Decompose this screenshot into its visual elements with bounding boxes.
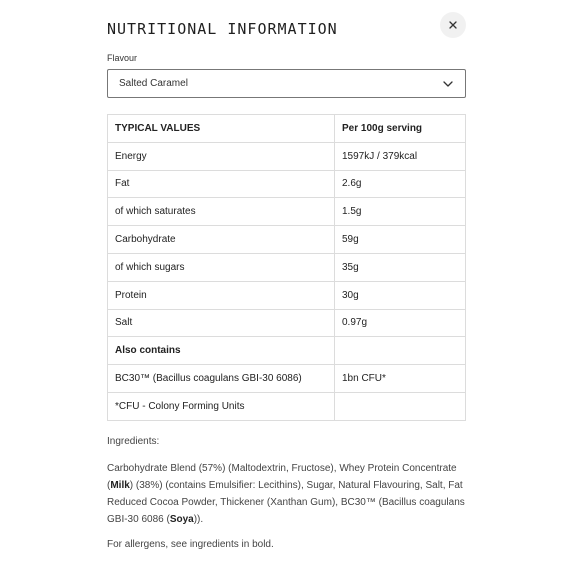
column-header-typical-values: TYPICAL VALUES [108,115,335,143]
flavour-selected-value: Salted Caramel [119,78,188,89]
table-row [108,253,466,281]
nutrient-value: 0.97g [335,309,466,337]
table-row [108,392,466,420]
nutrition-table-body [108,142,466,420]
ingredients-text [107,460,469,528]
modal-header [107,0,466,50]
ingredients-segment: ) (38%) (contains Emulsifier: Lecithins), Sugar, Natural Flavouring, Salt, Fat Reduced Cocoa Powder, Thickener (Xanthan Gum), BC30™ (Bacillus coagulans GBI-30 6086 ( [107,480,465,525]
allergen-highlight: Soya [169,514,194,525]
table-row [108,142,466,170]
nutrient-value: 35g [335,253,466,281]
nutrient-name: Salt [108,309,335,337]
nutrient-value: 1bn CFU* [335,365,466,393]
table-row [108,309,466,337]
table-row [108,198,466,226]
nutrient-name: of which saturates [108,198,335,226]
table-row [108,170,466,198]
flavour-select[interactable] [107,69,466,98]
nutrient-value: 1597kJ / 379kcal [335,142,466,170]
nutrient-name: Carbohydrate [108,226,335,254]
nutrient-name: Also contains [108,337,335,365]
nutrient-name: Protein [108,281,335,309]
flavour-label: Flavour [107,53,138,63]
table-row [108,365,466,393]
table-row [108,226,466,254]
nutrient-value: 2.6g [335,170,466,198]
nutrient-name: *CFU - Colony Forming Units [108,392,335,420]
allergen-note: For allergens, see ingredients in bold. [107,539,274,550]
column-header-per-100g: Per 100g serving [335,115,466,143]
nutrient-value [335,337,466,365]
nutrient-name: of which sugars [108,253,335,281]
nutrient-name: BC30™ (Bacillus coagulans GBI-30 6086) [108,365,335,393]
table-row [108,337,466,365]
nutrient-value: 30g [335,281,466,309]
table-header-row [108,115,466,143]
allergen-highlight: Milk [110,480,130,491]
close-icon [449,21,457,29]
nutrient-value: 1.5g [335,198,466,226]
close-button[interactable] [440,12,466,38]
ingredients-label: Ingredients: [107,436,160,447]
nutrient-value [335,392,466,420]
chevron-down-icon [443,81,453,87]
nutrition-table [107,114,466,421]
page-title: NUTRITIONAL INFORMATION [107,20,338,38]
nutrient-value: 59g [335,226,466,254]
nutrient-name: Energy [108,142,335,170]
table-row [108,281,466,309]
ingredients-segment: )). [193,514,204,525]
nutrition-panel [107,0,466,550]
nutrient-name: Fat [108,170,335,198]
ingredients-segment: Carbohydrate Blend (57%) (Maltodextrin, Fructose), Whey Protein Concentrate ( [107,463,457,491]
